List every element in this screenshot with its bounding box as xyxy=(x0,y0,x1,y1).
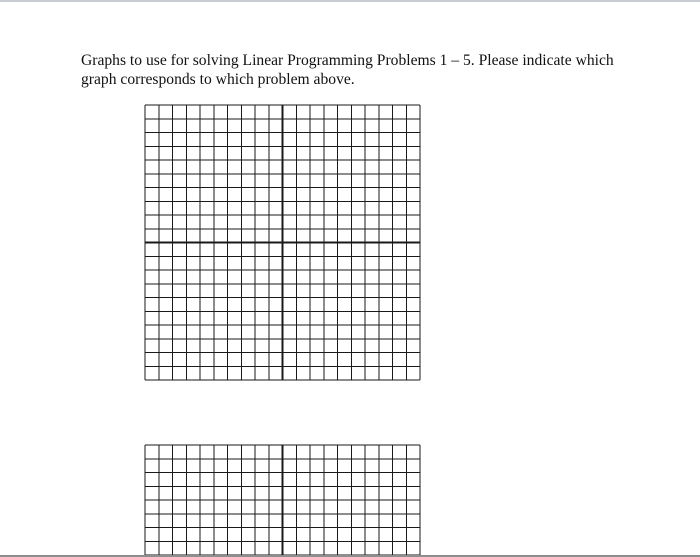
coordinate-grid-graph-1 xyxy=(144,104,421,381)
page-top-border xyxy=(0,0,700,2)
coordinate-grid-graph-2 xyxy=(144,444,421,557)
graph-instructions: Graphs to use for solving Linear Programming Problems 1 – 5. Please indicate which graph corresponds to which problem above. xyxy=(81,52,614,88)
